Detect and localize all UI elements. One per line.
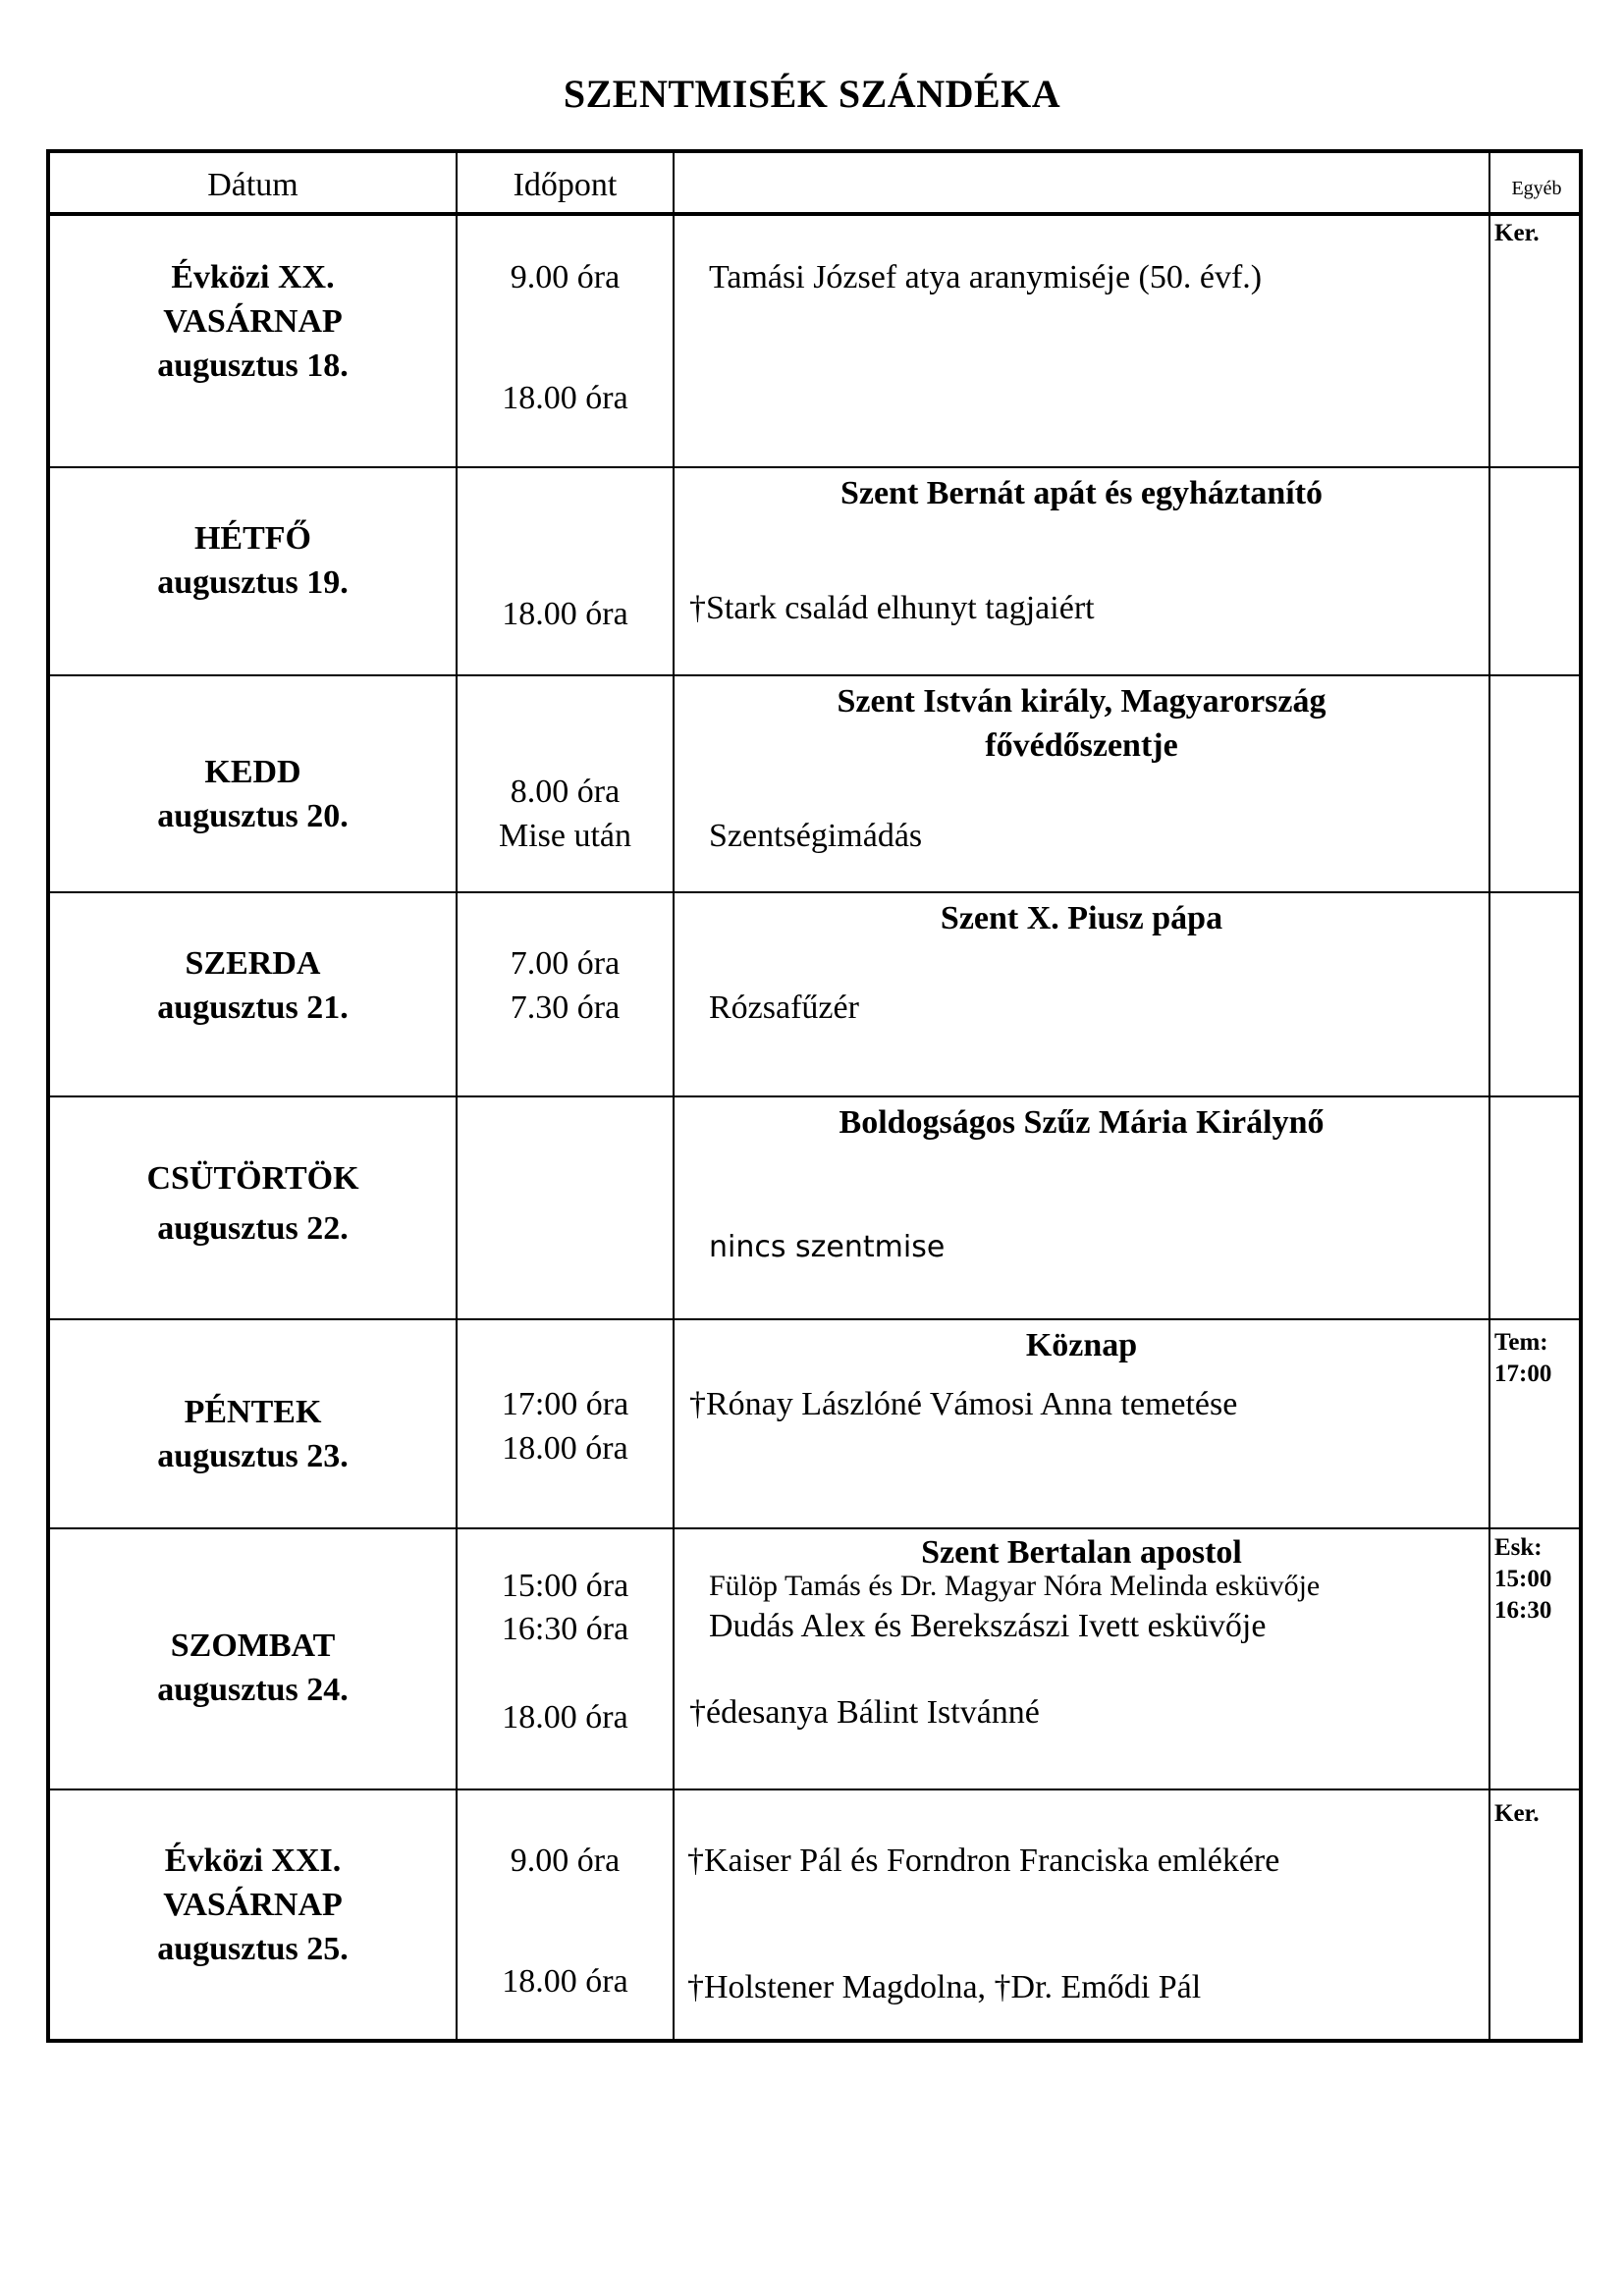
header-divider	[50, 212, 1579, 216]
day-date: augusztus 25.	[157, 1931, 349, 1967]
time-slot: 8.00 óra	[510, 774, 621, 810]
other-note	[1494, 1327, 1551, 1390]
time-slot: 18.00 óra	[502, 1430, 628, 1467]
time-slot: 7.30 óra	[510, 989, 621, 1026]
intention-text: †édesanya Bálint Istvánné	[689, 1694, 1040, 1731]
intention-text: nincs szentmise	[709, 1230, 946, 1264]
feast-title: Köznap	[1025, 1327, 1138, 1363]
row-divider	[50, 1095, 1579, 1097]
intention-text: Szentségimádás	[709, 818, 923, 854]
other-note-line: Esk:	[1494, 1534, 1543, 1561]
feast-title	[675, 679, 1489, 768]
other-note-line: 16:30	[1494, 1597, 1552, 1624]
other-note	[1494, 1532, 1551, 1627]
day-name: KEDD	[204, 754, 301, 790]
day-cell	[50, 516, 456, 605]
intention-text: †Stark család elhunyt tagjaiért	[689, 590, 1095, 626]
intention-text: †Kaiser Pál és Forndron Franciska emlékére	[687, 1842, 1280, 1879]
row-divider	[50, 1789, 1579, 1790]
day-cell	[50, 1390, 456, 1478]
day-name: Évközi XX.	[171, 259, 335, 295]
day-name: PÉNTEK	[184, 1394, 322, 1430]
header-time: Időpont	[513, 167, 618, 203]
day-name: HÉTFŐ	[193, 520, 312, 557]
day-date: augusztus 19.	[157, 564, 349, 601]
feast-title: Szent X. Piusz pápa	[940, 900, 1223, 936]
time-slot: Mise után	[498, 818, 632, 854]
day-name: VASÁRNAP	[163, 303, 343, 340]
time-slot: 9.00 óra	[510, 259, 621, 295]
other-note-line: Tem:	[1494, 1329, 1548, 1356]
intention-text: †Holstener Magdolna, †Dr. Emődi Pál	[687, 1969, 1202, 2005]
day-cell	[50, 750, 456, 838]
day-name: Évközi XXI.	[164, 1842, 342, 1879]
time-slot: 15:00 óra	[501, 1568, 629, 1604]
day-cell	[50, 941, 456, 1030]
time-slot: 18.00 óra	[502, 380, 628, 416]
day-name: CSÜTÖRTÖK	[146, 1160, 359, 1197]
other-note: Ker.	[1494, 220, 1540, 246]
time-slot: 7.00 óra	[510, 945, 621, 982]
time-slot: 9.00 óra	[510, 1842, 621, 1879]
row-divider	[50, 1318, 1579, 1320]
time-slot: 16:30 óra	[501, 1611, 629, 1647]
other-note-line: 17:00	[1494, 1361, 1552, 1387]
row-divider	[50, 466, 1579, 468]
row-divider	[50, 674, 1579, 676]
day-name: SZERDA	[185, 945, 321, 982]
day-date: augusztus 23.	[157, 1438, 349, 1474]
day-name: SZOMBAT	[170, 1628, 336, 1664]
time-slot: 18.00 óra	[502, 596, 628, 632]
day-date: augusztus 20.	[157, 798, 349, 834]
day-cell	[50, 1156, 456, 1251]
intention-text: Dudás Alex és Berekszászi Ivett esküvője	[709, 1608, 1267, 1644]
intention-text: Tamási József atya aranymiséje (50. évf.)	[709, 259, 1263, 295]
day-date: augusztus 21.	[157, 989, 349, 1026]
schedule-table	[46, 149, 1583, 2043]
day-cell	[50, 255, 456, 388]
feast-title-line: fővédőszentje	[985, 727, 1178, 764]
day-cell	[50, 1624, 456, 1712]
day-date: augusztus 18.	[157, 347, 349, 384]
feast-title-line: Szent István király, Magyarország	[837, 683, 1326, 720]
feast-title: Szent Bertalan apostol	[921, 1534, 1242, 1571]
other-note-line: 15:00	[1494, 1566, 1552, 1592]
row-divider	[50, 1527, 1579, 1529]
feast-title: Szent Bernát apát és egyháztanító	[839, 475, 1324, 511]
day-cell	[50, 1839, 456, 1971]
time-slot: 18.00 óra	[502, 1699, 628, 1735]
header-date: Dátum	[207, 167, 298, 203]
intention-text: †Rónay Lászlóné Vámosi Anna temetése	[689, 1386, 1238, 1422]
row-divider	[50, 891, 1579, 893]
other-note: Ker.	[1494, 1800, 1540, 1827]
page-title: SZENTMISÉK SZÁNDÉKA	[563, 72, 1061, 116]
day-name: VASÁRNAP	[163, 1887, 343, 1923]
intention-text: Fülöp Tamás és Dr. Magyar Nóra Melinda esküvője	[709, 1570, 1321, 1602]
day-date: augusztus 24.	[157, 1672, 349, 1708]
time-slot: 17:00 óra	[501, 1386, 629, 1422]
day-date: augusztus 22.	[157, 1210, 349, 1247]
header-other: Egyéb	[1511, 178, 1562, 199]
feast-title: Boldogságos Szűz Mária Királynő	[839, 1104, 1325, 1141]
intention-text: Rózsafűzér	[709, 989, 859, 1026]
time-slot: 18.00 óra	[502, 1963, 628, 2000]
